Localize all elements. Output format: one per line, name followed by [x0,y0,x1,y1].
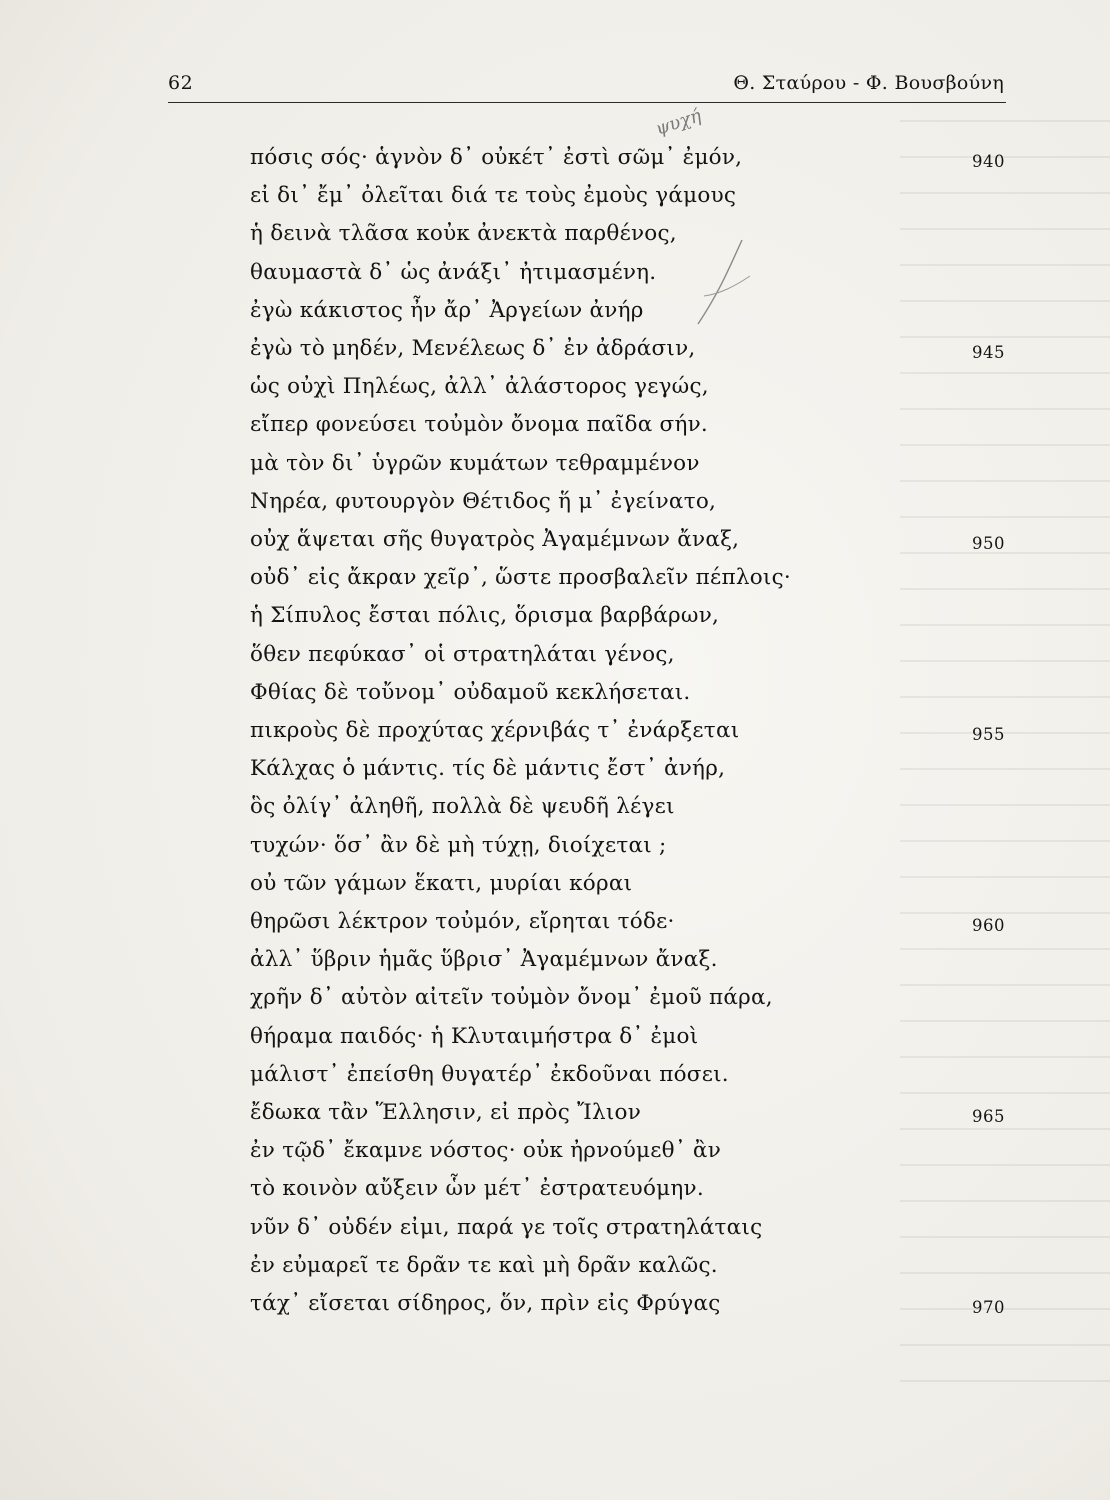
verse-line: τάχ᾽ εἴσεται σίδηρος, ὅν, πρὶν εἰς Φρύγας [250,1291,721,1316]
verse-line: πικροὺς δὲ προχύτας χέρνιβάς τ᾽ ἐνάρξεται [250,718,740,743]
page-header [168,66,1006,103]
verse-line: εἴπερ φονεύσει τοὐμὸν ὄνομα παῖδα σήν. [250,412,709,437]
verse-line: ἐγὼ κάκιστος ἦν ἄρ᾽ Ἀργείων ἀνήρ [250,298,644,323]
verse-line: ἡ δεινὰ τλᾶσα κοὐκ ἀνεκτὰ παρθένος, [250,221,677,246]
verse-line: τυχών· ὅσ᾽ ἂν δὲ μὴ τύχῃ, διοίχεται ; [250,833,667,858]
line-number: 970 [972,1298,1005,1317]
verse-line: οὐδ᾽ εἰς ἄκραν χεῖρ᾽, ὥστε προσβαλεῖν πέπλοις· [250,565,791,590]
line-number: 955 [972,725,1005,744]
verse-line: εἰ δι᾽ ἔμ᾽ ὀλεῖται διά τε τοὺς ἐμοὺς γάμους [250,183,737,208]
verse-line: ἐν εὐμαρεῖ τε δρᾶν τε καὶ μὴ δρᾶν καλῶς. [250,1253,718,1278]
running-head: Θ. Σταύρου - Φ. Βουσβούνη [733,72,1004,94]
verse-line: Κάλχας ὁ μάντις. τίς δὲ μάντις ἔστ᾽ ἀνήρ, [250,756,726,781]
verse-line: τὸ κοινὸν αὔξειν ὧν μέτ᾽ ἐστρατευόμην. [250,1176,704,1201]
verse-line: ἀλλ᾽ ὕβριν ἡμᾶς ὕβρισ᾽ Ἀγαμέμνων ἄναξ. [250,947,718,972]
verse-line: θαυμαστὰ δ᾽ ὡς ἀνάξι᾽ ἠτιμασμένη. [250,260,657,285]
verse-line: ὃς ὀλίγ᾽ ἀληθῆ, πολλὰ δὲ ψευδῆ λέγει [250,794,675,819]
verse-line: ὅθεν πεφύκασ᾽ οἱ στρατηλάται γένος, [250,642,675,667]
verse-line: νῦν δ᾽ οὐδέν εἰμι, παρά γε τοῖς στρατηλάταις [250,1215,763,1240]
line-number: 965 [972,1107,1005,1126]
verse-line: οὐ τῶν γάμων ἕκατι, μυρίαι κόραι [250,871,633,896]
verse-line: πόσις σός· ἁγνὸν δ᾽ οὐκέτ᾽ ἐστὶ σῶμ᾽ ἐμόν, [250,145,743,170]
page-number: 62 [168,72,194,94]
line-number: 960 [972,916,1005,935]
verse-line: ὡς οὐχὶ Πηλέως, ἀλλ᾽ ἀλάστορος γεγώς, [250,374,709,399]
verse-line: Φθίας δὲ τοὔνομ᾽ οὐδαμοῦ κεκλήσεται. [250,680,691,705]
verse-line: ἔδωκα τἂν Ἕλλησιν, εἰ πρὸς Ἴλιον [250,1100,642,1125]
show-through-text [900,120,1110,1400]
handwritten-annotation: ψυχή [652,105,704,140]
line-number: 945 [972,343,1005,362]
verse-line: ἐν τῷδ᾽ ἔκαμνε νόστος· οὐκ ἠρνούμεθ᾽ ἂν [250,1138,722,1163]
verse-line: Νηρέα, φυτουργὸν Θέτιδος ἥ μ᾽ ἐγείνατο, [250,489,717,514]
verse-line: μὰ τὸν δι᾽ ὑγρῶν κυμάτων τεθραμμένον [250,451,700,476]
verse-line: χρῆν δ᾽ αὐτὸν αἰτεῖν τοὐμὸν ὄνομ᾽ ἐμοῦ πάρα, [250,985,773,1010]
verse-line: μάλιστ᾽ ἐπείσθη θυγατέρ᾽ ἐκδοῦναι πόσει. [250,1062,729,1087]
verse-line: θηρῶσι λέκτρον τοὐμόν, εἴρηται τόδε· [250,909,675,934]
verse-line: ἡ Σίπυλος ἔσται πόλις, ὅρισμα βαρβάρων, [250,603,720,628]
verse-line: θήραμα παιδός· ἡ Κλυταιμήστρα δ᾽ ἐμοὶ [250,1024,699,1049]
line-number: 950 [972,534,1005,553]
line-number: 940 [972,152,1005,171]
verse-line: οὐχ ἅψεται σῆς θυγατρὸς Ἀγαμέμνων ἄναξ, [250,527,740,552]
verse-line: ἐγὼ τὸ μηδέν, Μενέλεως δ᾽ ἐν ἀδράσιν, [250,336,696,361]
